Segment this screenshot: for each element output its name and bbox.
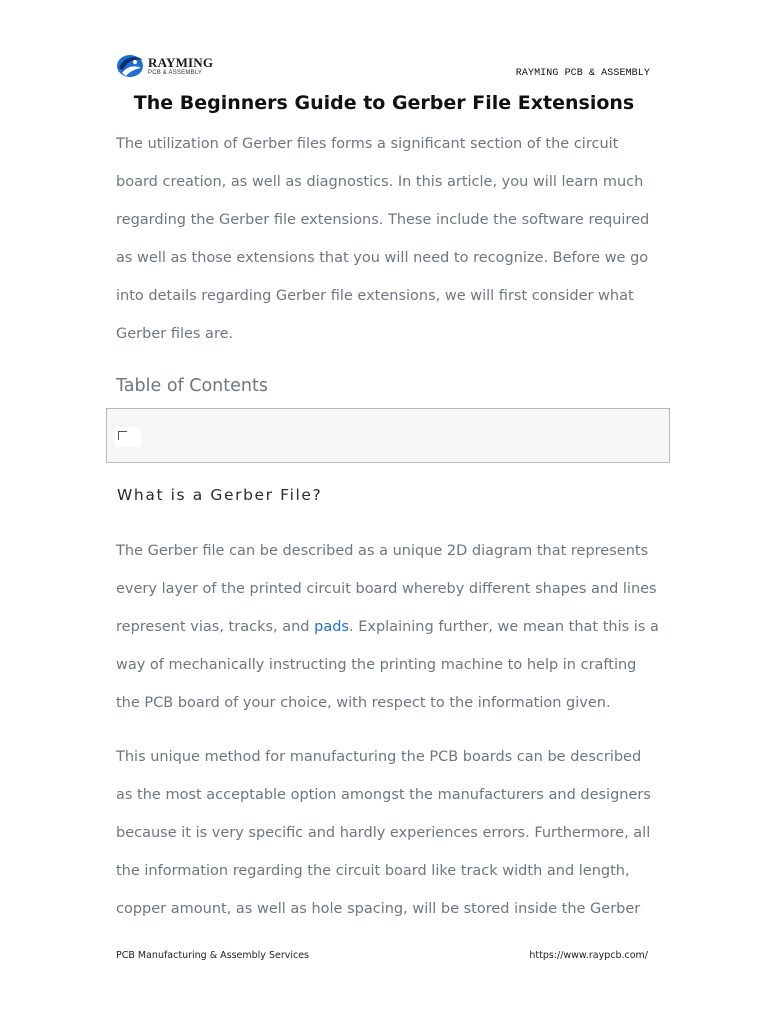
section-heading: What is a Gerber File? [117, 486, 323, 504]
section-paragraph-2: This unique method for manufacturing the PCB boards can be described as the most acceptable option amongst the manufacturers and designers because it is very specific and hardly experiences errors. Furthermore, all the information regarding the circuit board like track width and length, copper amount, as well as hole spacing, will be stored inside the Gerber [116, 749, 651, 917]
logo-subtitle: PCB & ASSEMBLY [148, 70, 203, 76]
intro-paragraph: The utilization of Gerber files forms a significant section of the circuit board creation, as well as diagnostics. In this article, you will learn much regarding the Gerber file extensions. These include the software required as well as those extensions that you will need to recognize. Before we go into details regarding Gerber file extensions, we will first consider what Gerber files are. [116, 136, 650, 342]
logo-text [148, 56, 213, 76]
footer-services: PCB Manufacturing & Assembly Services [116, 950, 310, 961]
paragraph-text: The Gerber file can be described as a unique 2D diagram that represents every layer of the printed circuit board whereby different shapes and lines represent vias, tracks, and [116, 543, 657, 635]
paragraph-text: . Explaining further, we mean that this is a way of mechanically instructing the printing machine to help in crafting the PCB board of your choice, with respect to the information given. [116, 619, 659, 711]
rayming-swirl-logo-icon [115, 52, 145, 80]
rayming-logo[interactable] [115, 52, 225, 80]
toc-toggle-icon [118, 431, 127, 440]
toc-heading: Table of Contents [116, 376, 268, 396]
pads-link[interactable]: pads [314, 619, 349, 635]
section-paragraph-1 [116, 532, 661, 722]
toc-toggle-button[interactable] [115, 427, 141, 447]
toc-container [106, 408, 670, 463]
footer-url[interactable]: https://www.raypcb.com/ [529, 950, 648, 961]
page-title: The Beginners Guide to Gerber File Extensions [133, 92, 635, 114]
logo-name: RAYMING [148, 55, 214, 70]
header-company-name: RAYMING PCB & ASSEMBLY [515, 68, 650, 79]
